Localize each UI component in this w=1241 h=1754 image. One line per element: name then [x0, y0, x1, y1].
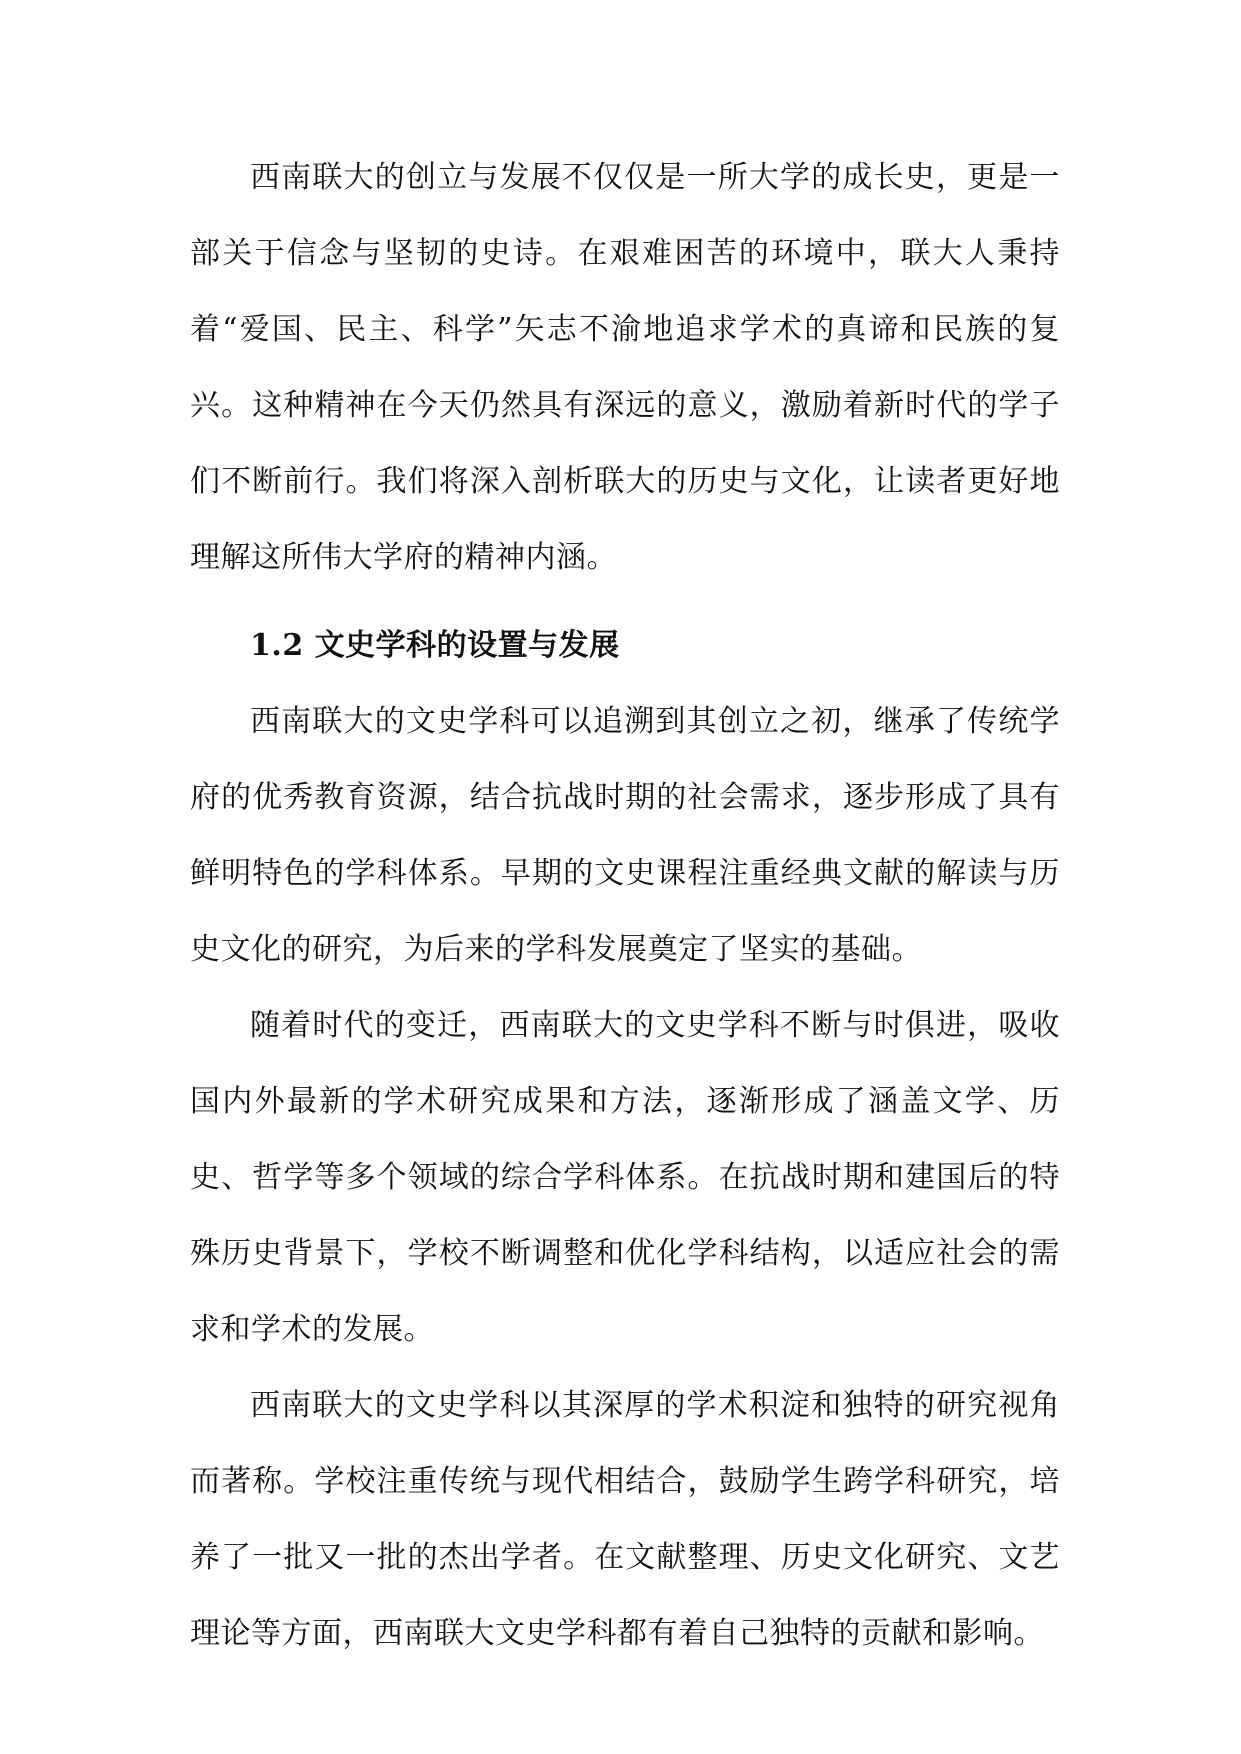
section-heading: 1.2 文史学科的设置与发展: [250, 628, 620, 663]
section-paragraph-3: 西南联大的文史学科以其深厚的学术积淀和独特的研究视角而著称。学校注重传统与现代相结合，鼓励学生跨学科研究，培养了一批又一批的杰出学者。在文献整理、历史文化研究、文艺理论等方面，西南联大文史学科都有着自己独特的贡献和影响。: [190, 1388, 1060, 1651]
section-paragraph-1: 西南联大的文史学科可以追溯到其创立之初，继承了传统学府的优秀教育资源，结合抗战时期的社会需求，逐步形成了具有鲜明特色的学科体系。早期的文史课程注重经典文献的解读与历史文化的研究，为后来的学科发展奠定了坚实的基础。: [190, 704, 1060, 967]
document-body: [190, 140, 1060, 1672]
section-paragraph-2: 随着时代的变迁，西南联大的文史学科不断与时俱进，吸收国内外最新的学术研究成果和方法，逐渐形成了涵盖文学、历史、哲学等多个领域的综合学科体系。在抗战时期和建国后的特殊历史背景下，学校不断调整和优化学科结构，以适应社会的需求和学术的发展。: [190, 1008, 1060, 1347]
intro-paragraph: 西南联大的创立与发展不仅仅是一所大学的成长史，更是一部关于信念与坚韧的史诗。在艰难困苦的环境中，联大人秉持着“爱国、民主、科学”矢志不渝地追求学术的真谛和民族的复兴。这种精神在今天仍然具有深远的意义，激励着新时代的学子们不断前行。我们将深入剖析联大的历史与文化，让读者更好地理解这所伟大学府的精神内涵。: [190, 160, 1060, 575]
